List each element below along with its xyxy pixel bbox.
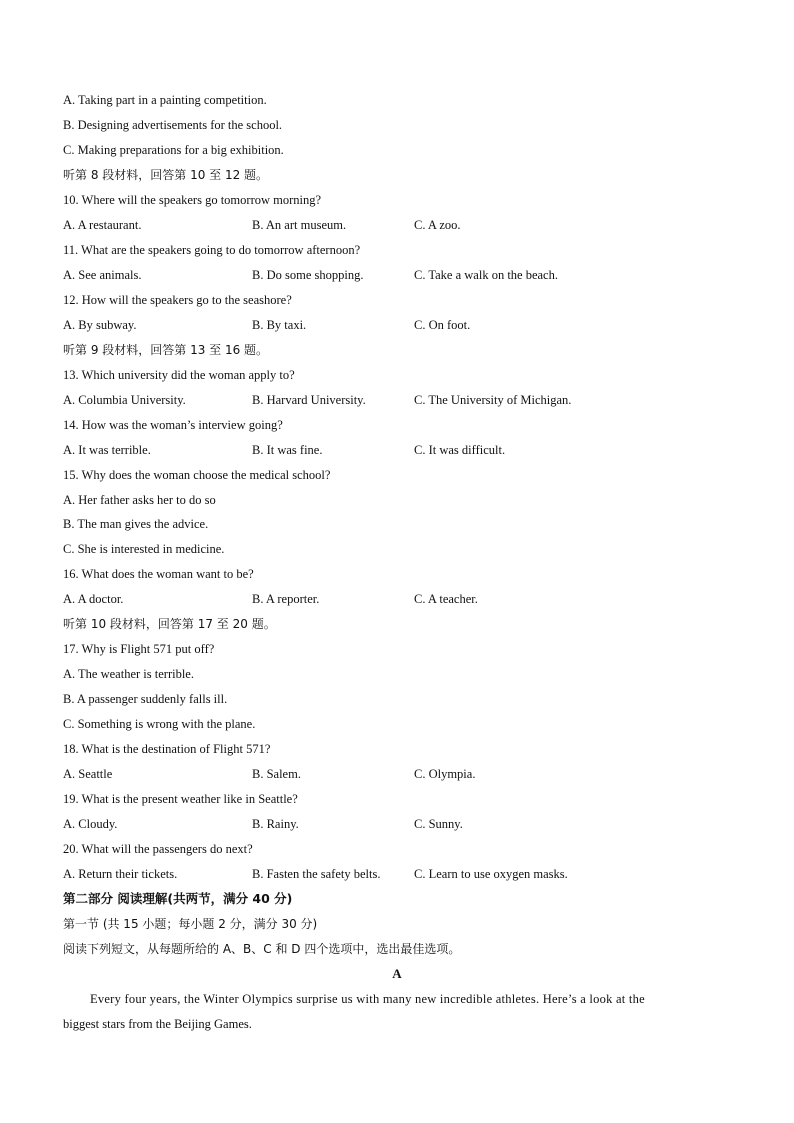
option-q17-a: A. The weather is terrible.: [63, 667, 194, 682]
question-18: 18. What is the destination of Flight 571?: [63, 742, 271, 757]
options-q13: [63, 388, 731, 413]
option-q11-c: C. Take a walk on the beach.: [414, 267, 558, 282]
question-11: 11. What are the speakers going to do tomorrow afternoon?: [63, 242, 361, 257]
option-q12-a: A. By subway.: [63, 317, 137, 332]
option-q19-a: A. Cloudy.: [63, 817, 118, 832]
option-q14-b: B. It was fine.: [252, 442, 323, 457]
option-q11-a: A. See animals.: [63, 267, 142, 282]
question-13: 13. Which university did the woman apply to?: [63, 367, 295, 382]
question-16: 16. What does the woman want to be?: [63, 567, 254, 582]
option-q19-b: B. Rainy.: [252, 817, 299, 832]
passage-paragraph: [63, 987, 731, 1037]
question-17: 17. Why is Flight 571 put off?: [63, 642, 215, 657]
option-q14-a: A. It was terrible.: [63, 442, 151, 457]
option-q9-a: A. Taking part in a painting competition.: [63, 93, 267, 107]
option-q18-c: C. Olympia.: [414, 767, 476, 782]
passage-label: A: [392, 965, 402, 981]
option-q9-b: B. Designing advertisements for the school.: [63, 117, 283, 132]
options-q11: [63, 263, 731, 288]
option-q15-c: C. She is interested in medicine.: [63, 542, 225, 557]
option-q15-b: B. The man gives the advice.: [63, 517, 209, 532]
option-q14-c: C. It was difficult.: [414, 442, 506, 457]
options-q12: [63, 313, 731, 338]
options-q19: [63, 812, 731, 837]
option-q13-b: B. Harvard University.: [252, 392, 366, 407]
question-12: 12. How will the speakers go to the seashore?: [63, 292, 292, 307]
option-q12-b: B. By taxi.: [252, 317, 307, 332]
option-q17-b: B. A passenger suddenly falls ill.: [63, 692, 228, 707]
option-q10-b: B. An art museum.: [252, 217, 347, 232]
passage-line-1: [63, 987, 731, 1012]
option-q10-c: C. A zoo.: [414, 217, 461, 232]
question-10: 10. Where will the speakers go tomorrow morning?: [63, 192, 322, 207]
option-q20-c: C. Learn to use oxygen masks.: [414, 867, 568, 882]
option-q15-a: A. Her father asks her to do so: [63, 492, 216, 507]
section-instruction-9: 听第 9 段材料，回答第 13 至 16 题。: [63, 342, 269, 357]
question-14: 14. How was the woman’s interview going?: [63, 417, 283, 432]
option-q11-b: B. Do some shopping.: [252, 267, 364, 282]
option-q20-b: B. Fasten the safety belts.: [252, 867, 381, 882]
reading-instruction: 阅读下列短文，从每题所给的 A、B、C 和 D 四个选项中，选出最佳选项。: [63, 941, 461, 956]
options-q16: [63, 587, 731, 612]
option-q18-b: B. Salem.: [252, 767, 301, 782]
option-q19-c: C. Sunny.: [414, 817, 463, 832]
passage-line-1-text: Every four years, the Winter Olympics surprise us with many new incredible athletes. Here’s a look at the: [90, 991, 645, 1006]
options-q14: [63, 438, 731, 463]
options-q10: [63, 213, 731, 238]
part2-heading: 第二部分 阅读理解(共两节，满分 40 分): [63, 891, 293, 906]
option-q9-c: C. Making preparations for a big exhibition.: [63, 142, 284, 157]
question-19: 19. What is the present weather like in Seattle?: [63, 792, 298, 807]
options-q18: [63, 762, 731, 787]
option-q17-c: C. Something is wrong with the plane.: [63, 717, 256, 732]
section-instruction-10: 听第 10 段材料，回答第 17 至 20 题。: [63, 617, 276, 632]
option-q20-a: A. Return their tickets.: [63, 867, 178, 882]
option-q18-a: A. Seattle: [63, 767, 113, 782]
exam-page: [63, 88, 731, 1037]
question-20: 20. What will the passengers do next?: [63, 842, 253, 857]
options-q20: [63, 862, 731, 887]
option-q13-a: A. Columbia University.: [63, 392, 186, 407]
option-q16-b: B. A reporter.: [252, 592, 320, 607]
option-q12-c: C. On foot.: [414, 317, 471, 332]
option-q10-a: A. A restaurant.: [63, 217, 142, 232]
option-q16-a: A. A doctor.: [63, 592, 124, 607]
question-15: 15. Why does the woman choose the medical school?: [63, 467, 331, 482]
option-q13-c: C. The University of Michigan.: [414, 392, 572, 407]
section-instruction-8: 听第 8 段材料，回答第 10 至 12 题。: [63, 167, 269, 182]
option-q16-c: C. A teacher.: [414, 592, 478, 607]
section1-heading: 第一节 (共 15 小题；每小题 2 分，满分 30 分): [63, 916, 318, 931]
passage-line-2: biggest stars from the Beijing Games.: [63, 1016, 252, 1031]
